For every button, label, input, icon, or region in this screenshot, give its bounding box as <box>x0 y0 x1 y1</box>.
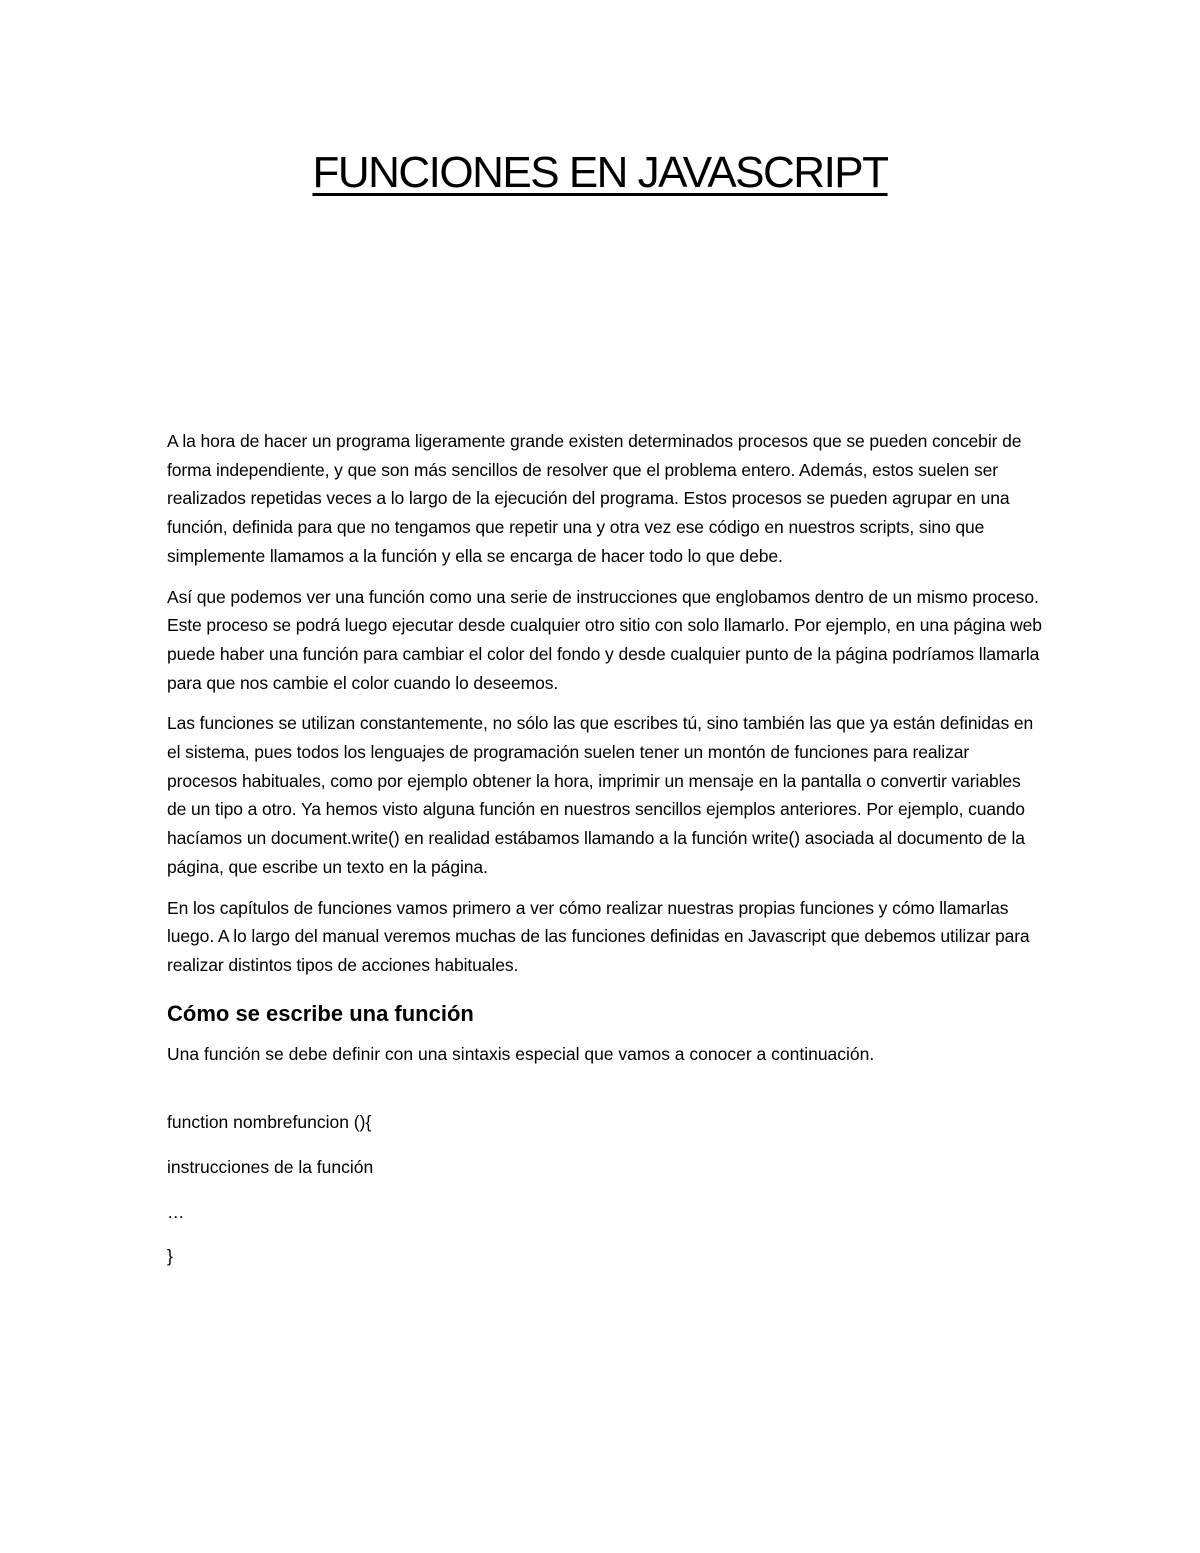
code-line-closing-brace: } <box>167 1246 173 1267</box>
document-body <box>167 427 1042 1287</box>
section-heading: Cómo se escribe una función <box>167 1000 474 1026</box>
code-line-instructions: instrucciones de la función <box>167 1157 374 1178</box>
section-intro: Una función se debe definir con una sintaxis especial que vamos a conocer a continuación. <box>167 1043 875 1064</box>
code-example <box>167 1108 1042 1271</box>
code-line-ellipsis: … <box>167 1201 185 1222</box>
paragraph-usage: Las funciones se utilizan constantemente, no sólo las que escribes tú, sino también las que ya están definidas en el sistema, pues todos los lenguajes de programación suelen tener un montón de funciones para realizar procesos habituales, como por ejemplo obtener la hora, imprimir un mensaje en la pantalla o convertir variables de un tipo a otro. Ya hemos visto alguna función en nuestros sencillos ejemplos anteriores. Por ejemplo, cuando hacíamos un document.write() en realidad estábamos llamando a la función write() asociada al documento de la página, que escribe un texto en la página. <box>167 713 1034 877</box>
paragraph-definition: Así que podemos ver una función como una serie de instrucciones que englobamos dentro de un mismo proceso. Este proceso se podrá luego ejecutar desde cualquier otro sitio con solo llamarlo. Por ejemplo, en una página web puede haber una función para cambiar el color del fondo y desde cualquier punto de la página podríamos llamarla para que nos cambie el color cuando lo deseemos. <box>167 586 1042 693</box>
paragraph-chapters: En los capítulos de funciones vamos primero a ver cómo realizar nuestras propias funciones y cómo llamarlas luego. A lo largo del manual veremos muchas de las funciones definidas en Javascript que debemos utilizar para realizar distintos tipos de acciones habituales. <box>167 897 1030 975</box>
code-line-signature: function nombrefuncion (){ <box>167 1112 372 1133</box>
document-title-text: FUNCIONES EN JAVASCRIPT <box>312 148 888 197</box>
paragraph-intro: A la hora de hacer un programa ligeramente grande existen determinados procesos que se pueden concebir de forma independiente, y que son más sencillos de resolver que el problema entero. Además, estos suelen ser realizados repetidas veces a lo largo de la ejecución del programa. Estos procesos se pueden agrupar en una función, definida para que no tengamos que repetir una y otra vez ese código en nuestros scripts, sino que simplemente llamamos a la función y ella se encarga de hacer todo lo que debe. <box>167 431 1022 566</box>
document-title <box>0 143 1200 203</box>
